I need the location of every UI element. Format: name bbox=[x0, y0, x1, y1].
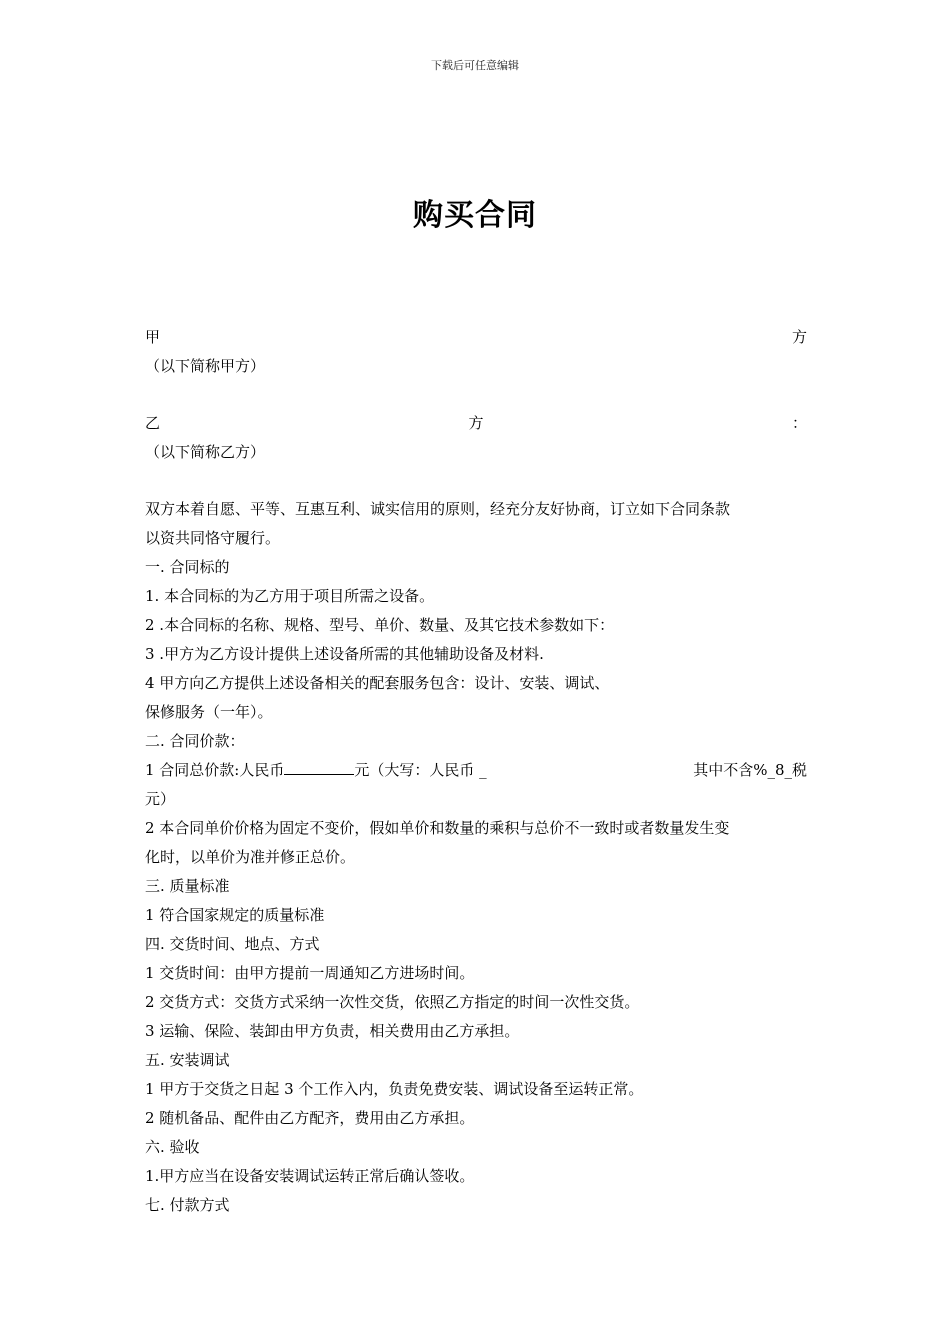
price-mid: 元（大写：人民币 _ bbox=[354, 761, 487, 779]
section-2-item-1-cont: 元） bbox=[145, 790, 176, 808]
section-3-title: 三. 质量标准 bbox=[145, 877, 230, 895]
intro-line-2: 以资共同恪守履行。 bbox=[145, 529, 281, 547]
section-7-title: 七. 付款方式 bbox=[145, 1196, 230, 1214]
party-a-label-end: 方 bbox=[791, 328, 807, 346]
price-tax-note: 其中不含%_8_税 bbox=[693, 761, 807, 779]
section-1-item-3: 3 .甲方为乙方设计提供上述设备所需的其他辅助设备及材料. bbox=[145, 645, 544, 663]
section-6-title: 六. 验收 bbox=[145, 1138, 200, 1156]
price-label: 1 合同总价款:人民币 bbox=[145, 761, 285, 779]
section-1-item-2: 2 .本合同标的名称、规格、型号、单价、数量、及其它技术参数如下： bbox=[145, 616, 615, 634]
section-4-title: 四. 交货时间、地点、方式 bbox=[145, 935, 320, 953]
party-b-block bbox=[145, 409, 807, 467]
price-blank[interactable] bbox=[284, 774, 354, 775]
section-1-item-4a: 4 甲方向乙方提供上述设备相关的配套服务包含：设计、安装、调试、 bbox=[145, 674, 610, 692]
header-note: 下载后可任意编辑 bbox=[431, 59, 519, 72]
section-4-item-2: 2 交货方式：交货方式采纳一次性交货，依照乙方指定的时间一次性交货。 bbox=[145, 993, 640, 1011]
section-1-item-4b: 保修服务（一年）。 bbox=[145, 703, 273, 721]
section-1-title: 一. 合同标的 bbox=[145, 558, 230, 576]
section-5-title: 五. 安装调试 bbox=[145, 1051, 230, 1069]
section-5-item-1: 1 甲方于交货之日起 3 个工作入内，负责免费安装、调试设备至运转正常。 bbox=[145, 1080, 644, 1098]
party-b-label-mid: 方 bbox=[468, 414, 484, 432]
party-b-row bbox=[145, 409, 807, 438]
contract-body bbox=[145, 495, 807, 1220]
section-3-item-1: 1 符合国家规定的质量标准 bbox=[145, 906, 325, 924]
section-6-item-1: 1.甲方应当在设备安装调试运转正常后确认签收。 bbox=[145, 1167, 475, 1185]
party-a-note: （以下简称甲方） bbox=[145, 357, 266, 375]
document-title: 购买合同 bbox=[413, 198, 537, 233]
party-a-row bbox=[145, 323, 807, 352]
price-left bbox=[145, 756, 487, 785]
party-a-block bbox=[145, 323, 807, 381]
section-1-item-1: 1. 本合同标的为乙方用于项目所需之设备。 bbox=[145, 587, 435, 605]
party-b-label: 乙 bbox=[145, 414, 161, 432]
section-4-item-3: 3 运输、保险、装卸由甲方负责，相关费用由乙方承担。 bbox=[145, 1022, 520, 1040]
section-2-item-1 bbox=[145, 756, 807, 785]
party-b-note: （以下简称乙方） bbox=[145, 443, 266, 461]
section-2-item-2a: 2 本合同单价价格为固定不变价，假如单价和数量的乘积与总价不一致时或者数量发生变 bbox=[145, 819, 730, 837]
section-4-item-1: 1 交货时间：由甲方提前一周通知乙方进场时间。 bbox=[145, 964, 475, 982]
party-a-label: 甲 bbox=[145, 328, 161, 346]
intro-line-1: 双方本着自愿、平等、互惠互利、诚实信用的原则，经充分友好协商，订立如下合同条款 bbox=[145, 500, 731, 518]
section-5-item-2: 2 随机备品、配件由乙方配齐，费用由乙方承担。 bbox=[145, 1109, 475, 1127]
section-2-title: 二. 合同价款： bbox=[145, 732, 245, 750]
party-b-colon: ： bbox=[791, 414, 807, 432]
section-2-item-2b: 化时，以单价为准并修正总价。 bbox=[145, 848, 356, 866]
